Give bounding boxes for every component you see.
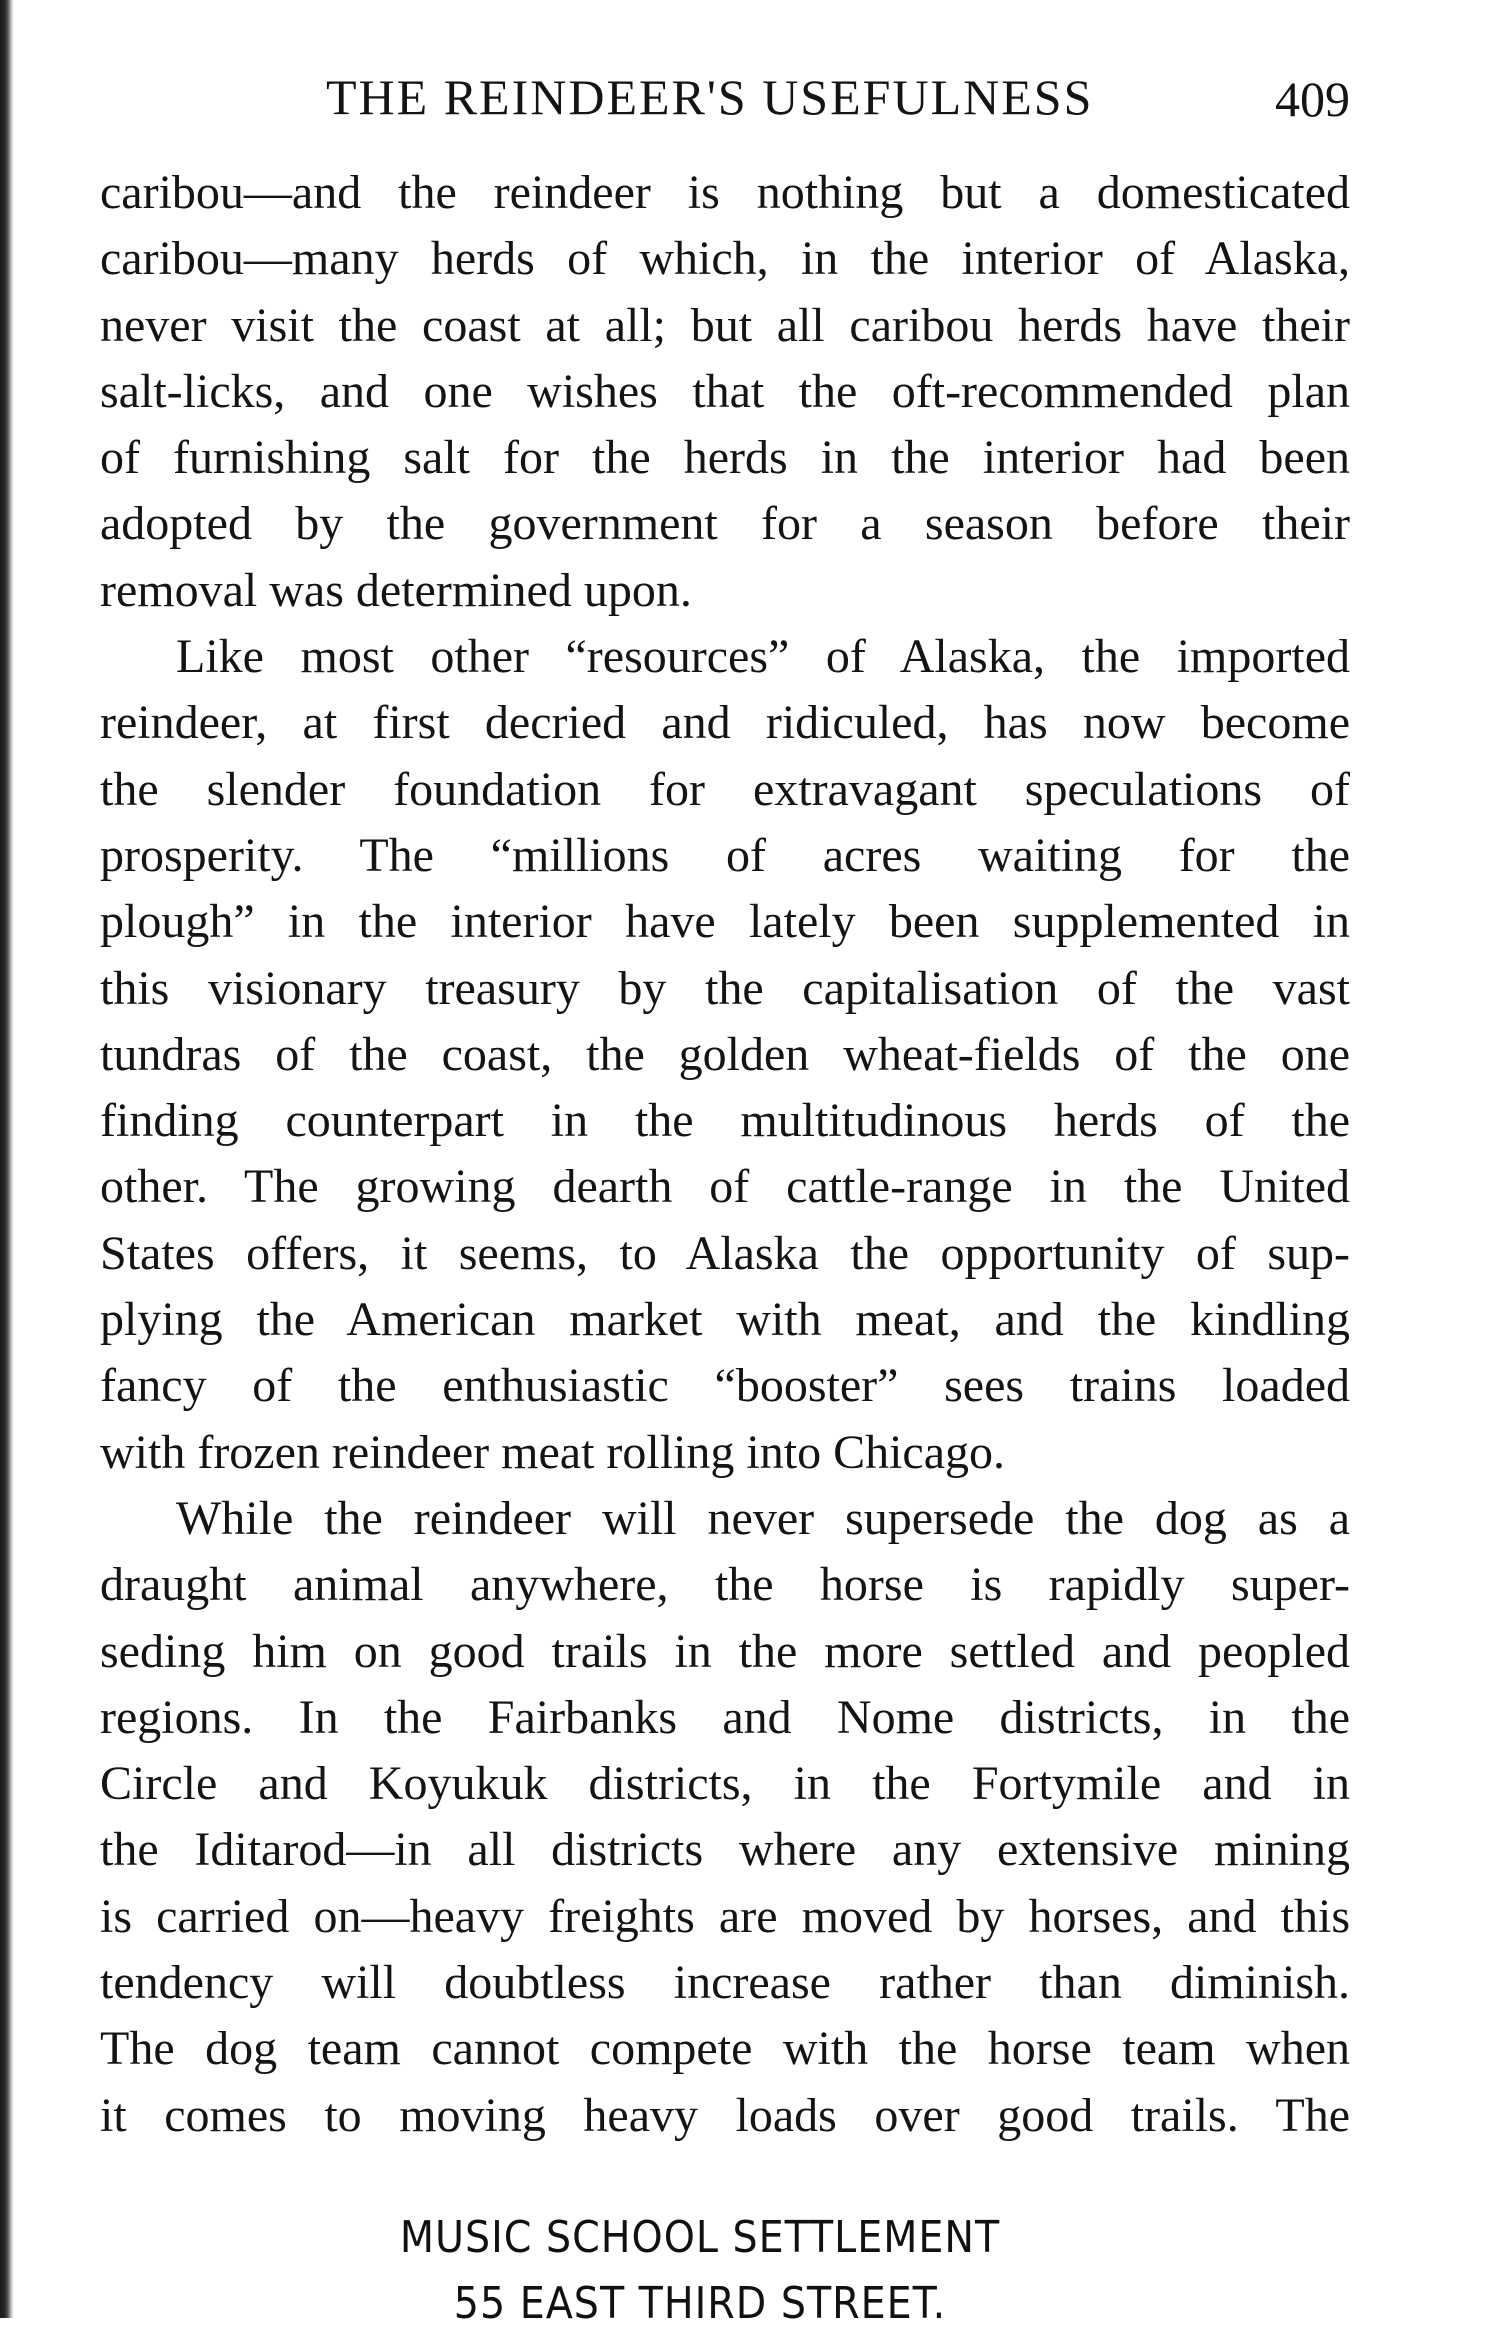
text-line: this visionary treasury by the capitalisation of the vast: [100, 961, 1350, 1015]
text-line: other. The growing dearth of cattle-range in the United: [100, 1160, 1350, 1214]
paragraph-3: [100, 1486, 1350, 2149]
text-line: While the reindeer will never supersede the dog as a: [176, 1491, 1350, 1545]
body-text: [100, 160, 1350, 2149]
paragraph-1: [100, 160, 1350, 624]
text-line: finding counterpart in the multitudinous herds of the: [100, 1094, 1350, 1148]
text-line: salt-licks, and one wishes that the oft-recommended plan: [100, 364, 1350, 418]
text-line: States offers, it seems, to Alaska the opportunity of sup-: [100, 1226, 1350, 1280]
text-line: caribou—and the reindeer is nothing but a domesticated: [100, 166, 1350, 219]
text-line: removal was determined upon.: [100, 563, 692, 617]
page-number: 409: [1275, 71, 1350, 127]
text-line: plough” in the interior have lately been supplemented in: [100, 895, 1350, 949]
text-line: prosperity. The “millions of acres waiting for the: [100, 828, 1350, 882]
text-line: adopted by the government for a season before their: [100, 497, 1350, 551]
running-title: THE REINDEER'S USEFULNESS: [326, 69, 1094, 125]
text-line: seding him on good trails in the more settled and peopled: [100, 1624, 1350, 1678]
text-line: is carried on—heavy freights are moved by horses, and this: [100, 1889, 1350, 1943]
library-stamp: [200, 2205, 1200, 2337]
text-line: reindeer, at first decried and ridiculed, has now become: [100, 696, 1350, 750]
text-line: it comes to moving heavy loads over good trails. The: [100, 2088, 1350, 2142]
page-header: [100, 60, 1350, 130]
text-line: of furnishing salt for the herds in the interior had been: [100, 431, 1350, 485]
page-binding-edge: [0, 0, 14, 2318]
paragraph-2: [100, 624, 1350, 1486]
text-line: The dog team cannot compete with the horse team when: [100, 2022, 1350, 2076]
stamp-line-2: 55 EAST THIRD STREET.: [453, 2278, 947, 2329]
text-line: draught animal anywhere, the horse is rapidly super-: [100, 1558, 1350, 1612]
text-line: Circle and Koyukuk districts, in the Fortymile and in: [100, 1757, 1350, 1811]
text-line: tendency will doubtless increase rather than diminish.: [100, 1956, 1350, 2010]
text-line: caribou—many herds of which, in the interior of Alaska,: [100, 232, 1350, 286]
text-line: regions. In the Fairbanks and Nome districts, in the: [100, 1690, 1350, 1744]
text-line: plying the American market with meat, and the kindling: [100, 1293, 1350, 1347]
text-line: Like most other “resources” of Alaska, the imported: [176, 630, 1350, 684]
text-line: the slender foundation for extravagant speculations of: [100, 762, 1350, 816]
text-line: fancy of the enthusiastic “booster” sees trains loaded: [100, 1359, 1350, 1413]
text-line: the Iditarod—in all districts where any extensive mining: [100, 1823, 1350, 1877]
text-line: tundras of the coast, the golden wheat-fields of the one: [100, 1027, 1350, 1081]
stamp-line-1: MUSIC SCHOOL SETTLEMENT: [399, 2212, 1001, 2263]
text-line: with frozen reindeer meat rolling into Chicago.: [100, 1425, 1006, 1479]
text-line: never visit the coast at all; but all caribou herds have their: [100, 298, 1350, 352]
